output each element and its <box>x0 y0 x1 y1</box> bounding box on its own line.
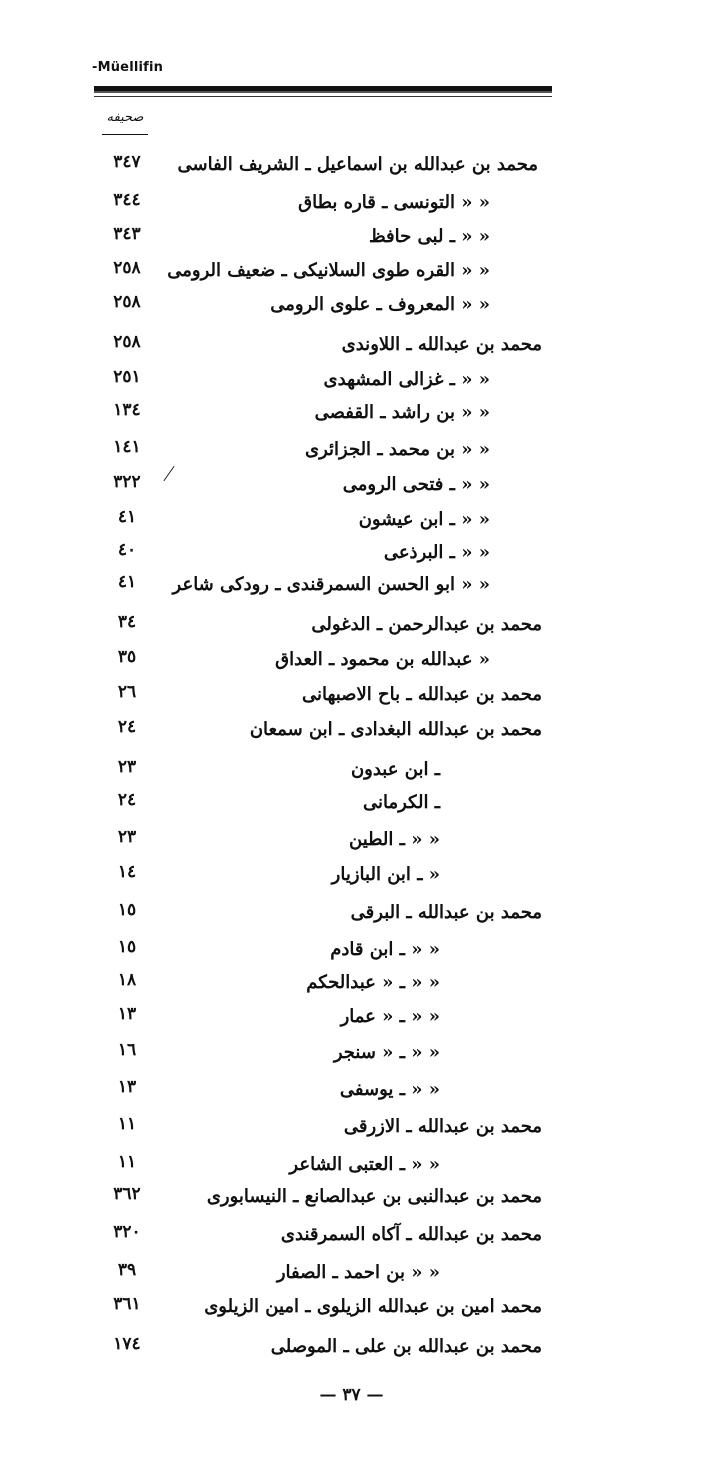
entry-author-name: « « ـ لبى حافظ <box>368 226 490 247</box>
entry-page-number: ٢٦ <box>117 682 137 702</box>
index-entry <box>90 505 552 535</box>
entry-author-name: ـ الكرمانى <box>362 792 440 813</box>
index-entry <box>90 222 552 252</box>
entry-page-number: ٣٤ <box>117 612 137 632</box>
entry-author-name: « « بن احمد ـ الصفار <box>276 1262 440 1283</box>
page-footer-number: — ٣٧ — <box>319 1385 384 1405</box>
entry-author-name: محمد بن عبدالله بن اسماعيل ـ الشريف الفاسى <box>177 154 538 175</box>
index-entry <box>90 898 552 928</box>
entry-author-name: « ـ ابن البازيار <box>331 864 440 885</box>
index-entry <box>90 860 552 890</box>
entry-author-name: « « ـ « سنجر <box>333 1042 440 1063</box>
entry-author-name: « « ـ ابن عيشون <box>358 509 490 530</box>
index-entry <box>90 645 552 675</box>
entry-author-name: محمد بن عبدالله ـ آكاه السمرقندى <box>280 1224 542 1245</box>
index-entry <box>90 398 552 428</box>
entry-page-number: ٣٢٢ <box>113 472 141 492</box>
entry-page-number: ٤١ <box>117 507 137 527</box>
index-entry <box>90 968 552 998</box>
index-entry <box>90 1258 552 1288</box>
entry-page-number: ٢٥٨ <box>113 258 141 278</box>
entry-author-name: محمد بن عبدالله ـ اللاوندى <box>341 334 542 355</box>
entry-author-name: محمد امين بن عبدالله الزيلوى ـ امين الزيلوى <box>204 1296 542 1317</box>
entry-page-number: ١٧٤ <box>113 1334 141 1354</box>
entry-author-name: « « المعروف ـ علوى الرومى <box>270 294 490 315</box>
index-entry <box>90 1182 552 1212</box>
entry-page-number: ٣٤٣ <box>113 224 141 244</box>
entry-page-number: ٢٣ <box>117 827 137 847</box>
entry-page-number: ٢٣ <box>117 757 137 777</box>
index-entry <box>90 1038 552 1068</box>
index-entry <box>90 825 552 855</box>
entry-author-name: محمد بن عبدالله ـ البرقى <box>350 902 542 923</box>
entry-author-name: « « ـ يوسفى <box>339 1079 440 1100</box>
index-entry <box>90 330 552 360</box>
entry-author-name: « « ـ البرذعى <box>383 542 490 563</box>
entry-page-number: ٣٦٢ <box>113 1184 141 1204</box>
index-entry <box>90 680 552 710</box>
entry-page-number: ٣٦١ <box>113 1294 141 1314</box>
entry-author-name: محمد بن عبدالنبى بن عبدالصانع ـ النيسابورى <box>206 1186 542 1207</box>
index-entry <box>90 1112 552 1142</box>
entry-page-number: ٤٠ <box>117 540 137 560</box>
entry-author-name: « « بن راشد ـ القفصى <box>314 402 490 423</box>
entry-author-name: محمد بن عبدالله البغدادى ـ ابن سمعان <box>249 719 542 740</box>
entry-page-number: ١٤ <box>117 862 137 882</box>
index-entry <box>90 256 552 286</box>
entry-page-number: ١١ <box>117 1114 137 1134</box>
entry-page-number: ١٥ <box>117 937 137 957</box>
index-entry <box>90 1332 552 1362</box>
entry-author-name: « « ـ « عمار <box>340 1006 440 1027</box>
index-entry <box>90 570 552 600</box>
entry-author-name: « « ـ غزالى المشهدى <box>323 369 490 390</box>
entry-page-number: ٢٥٨ <box>113 292 141 312</box>
entry-author-name: « عبدالله بن محمود ـ العداق <box>275 649 490 670</box>
entry-page-number: ١٣ <box>117 1077 137 1097</box>
index-entry <box>90 538 552 568</box>
index-entry <box>90 715 552 745</box>
entry-page-number: ١٣٤ <box>113 400 141 420</box>
entry-page-number: ١١ <box>117 1152 137 1172</box>
entry-page-number: ٣٤٤ <box>113 190 141 210</box>
index-entry <box>90 470 552 500</box>
entry-page-number: ١٤١ <box>113 437 141 457</box>
entry-author-name: محمد بن عبدالله بن على ـ الموصلى <box>270 1336 542 1357</box>
index-entry <box>90 1220 552 1250</box>
entry-page-number: ٢٤ <box>117 790 137 810</box>
entry-author-name: « « بن محمد ـ الجزائرى <box>304 439 490 460</box>
running-header-title: -Müellifin <box>92 60 164 75</box>
page-column-header: صحيفه <box>106 110 144 125</box>
entry-page-number: ٢٤ <box>117 717 137 737</box>
entry-page-number: ١٥ <box>117 900 137 920</box>
index-entry <box>90 188 552 218</box>
entry-page-number: ٢٥٨ <box>113 332 141 352</box>
entry-author-name: « « ـ فتحى الرومى <box>342 474 490 495</box>
index-entry <box>90 788 552 818</box>
entry-page-number: ٣٩ <box>117 1260 137 1280</box>
entry-author-name: « « ـ العتبى الشاعر <box>289 1154 440 1175</box>
index-entry <box>90 1002 552 1032</box>
entry-page-number: ٣٤٧ <box>113 152 141 172</box>
entry-page-number: ٣٢٠ <box>113 1222 141 1242</box>
entry-page-number: ٣٥ <box>117 647 137 667</box>
entry-author-name: « « التونسى ـ قاره بطاق <box>298 192 490 213</box>
index-entry <box>90 755 552 785</box>
entry-page-number: ١٨ <box>117 970 137 990</box>
index-entry <box>90 435 552 465</box>
index-entry <box>90 1075 552 1105</box>
entry-author-name: « « القره طوى السلانيكى ـ ضعيف الرومى <box>167 260 490 281</box>
entry-author-name: « « ـ الطين <box>349 829 440 850</box>
index-entry <box>90 150 552 180</box>
entry-page-number: ٤١ <box>117 572 137 592</box>
entry-author-name: محمد بن عبدالله ـ الازرقى <box>343 1116 542 1137</box>
entry-page-number: ٢٥١ <box>113 367 141 387</box>
entry-author-name: « « ـ ابن قادم <box>330 939 440 960</box>
entry-author-name: « « ـ « عبدالحكم <box>306 972 440 993</box>
index-entry <box>90 290 552 320</box>
index-entry <box>90 1292 552 1322</box>
index-entry <box>90 610 552 640</box>
index-entry <box>90 1150 552 1180</box>
entry-author-name: ـ ابن عبدون <box>350 759 440 780</box>
entry-author-name: « « ابو الحسن السمرقندى ـ رودكى شاعر <box>172 574 490 595</box>
index-entry <box>90 935 552 965</box>
entry-author-name: محمد بن عبدالرحمن ـ الدغولى <box>311 614 542 635</box>
entry-page-number: ١٦ <box>117 1040 137 1060</box>
entry-author-name: محمد بن عبدالله ـ باح الاصبهانى <box>301 684 542 705</box>
index-entry <box>90 365 552 395</box>
entry-page-number: ١٣ <box>117 1004 137 1024</box>
